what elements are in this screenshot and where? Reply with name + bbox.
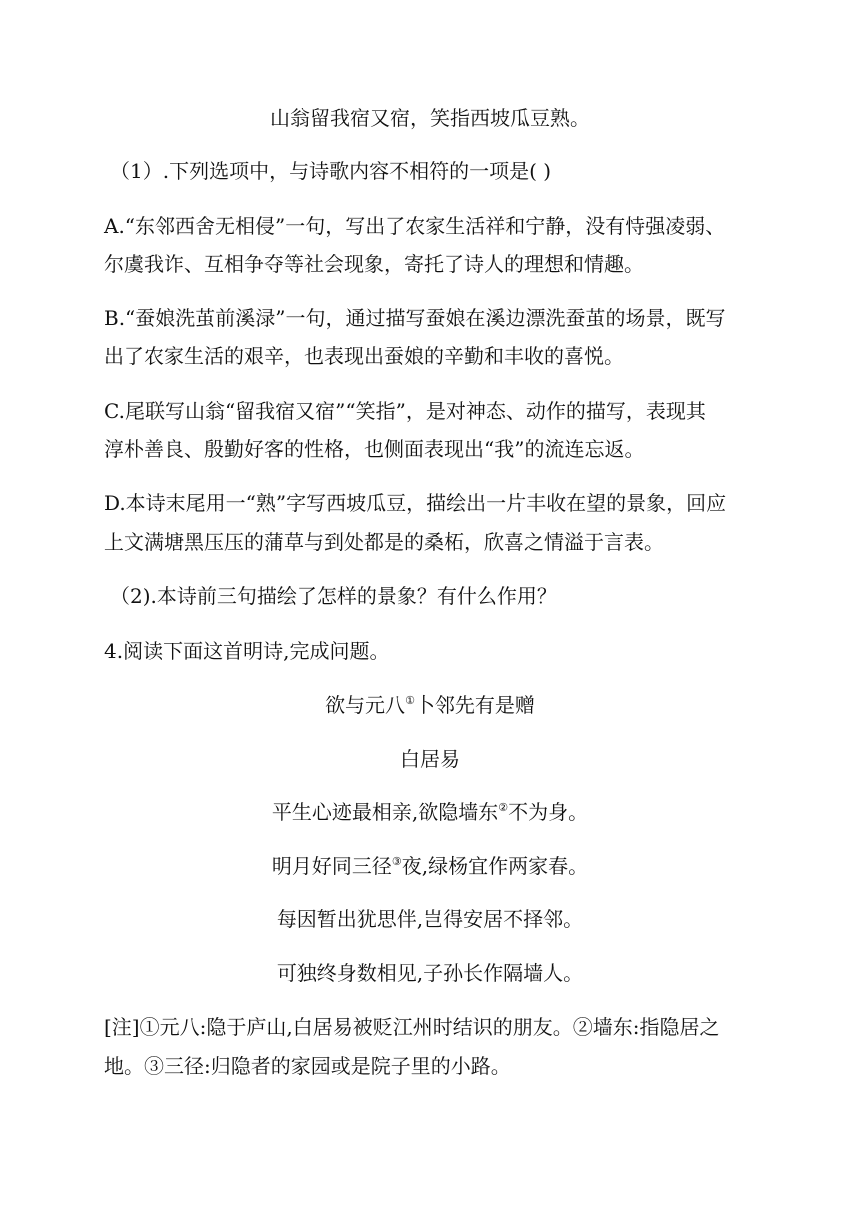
option-a-line-2: 尔虞我诈、互相争夺等社会现象，寄托了诗人的理想和情趣。: [104, 252, 644, 276]
poem-line-2: [0, 851, 860, 881]
footnote-line-1: [注]①元八:隐于庐山,白居易被贬江州时结识的朋友。②墙东:指隐居之: [104, 1015, 720, 1039]
poem-line-1-part-2: 不为身。: [508, 800, 589, 824]
poem-line-4: 可独终身数相见,子孙长作隔墙人。: [276, 961, 584, 985]
poem-title-part-2: 卜邻先有是赠: [414, 693, 535, 717]
footnote-marker-1: ①: [405, 694, 415, 707]
option-d-line-2: 上文满塘黑压压的蒲草与到处都是的桑柘，欣喜之情溢于言表。: [104, 530, 664, 554]
poem-line-2-part-2: 夜,绿杨宜作两家春。: [401, 854, 589, 878]
footnote-marker-3: ③: [391, 855, 402, 868]
poem-line-3: 每因暂出犹思伴,岂得安居不择邻。: [276, 907, 584, 931]
poem-line-2-part-1: 明月好同三径: [271, 854, 392, 878]
question-2-prompt: （2).本诗前三句描绘了怎样的景象？有什么作用？: [110, 584, 557, 608]
poem-last-line: 山翁留我宿又宿，笑指西坡瓜豆熟。: [270, 106, 590, 130]
poem-line-1-part-1: 平生心迹最相亲,欲隐墙东: [271, 800, 499, 824]
question-1-prompt: （1）.下列选项中，与诗歌内容不相符的一项是( ): [110, 159, 552, 183]
option-d-line-1: D.本诗末尾用一“熟”字写西坡瓜豆，描绘出一片丰收在望的景象，回应: [104, 491, 727, 515]
footnote-line-2: 地。③三径:归隐者的家园或是院子里的小路。: [104, 1054, 511, 1078]
question-4-heading: 4.阅读下面这首明诗,完成问题。: [104, 639, 390, 663]
option-b-line-2: 出了农家生活的艰辛，也表现出蚕娘的辛勤和丰收的喜悦。: [104, 344, 624, 368]
poem-author: 白居易: [400, 747, 460, 771]
footnote-marker-2: ②: [498, 801, 509, 814]
poem-title-part-1: 欲与元八: [325, 693, 406, 717]
option-a-line-1: A.“东邻西舍无相侵”一句，写出了农家生活祥和宁静，没有恃强凌弱、: [104, 214, 726, 238]
option-b-line-1: B.“蚕娘洗茧前溪渌”一句，通过描写蚕娘在溪边漂洗蚕茧的场景，既写: [104, 306, 726, 330]
poem-line-1: [0, 797, 860, 827]
poem-title: [0, 690, 860, 720]
option-c-line-2: 淳朴善良、殷勤好客的性格，也侧面表现出“我”的流连忘返。: [104, 437, 645, 461]
option-c-line-1: C.尾联写山翁“留我宿又宿”“笑指”，是对神态、动作的描写，表现其: [104, 399, 706, 423]
